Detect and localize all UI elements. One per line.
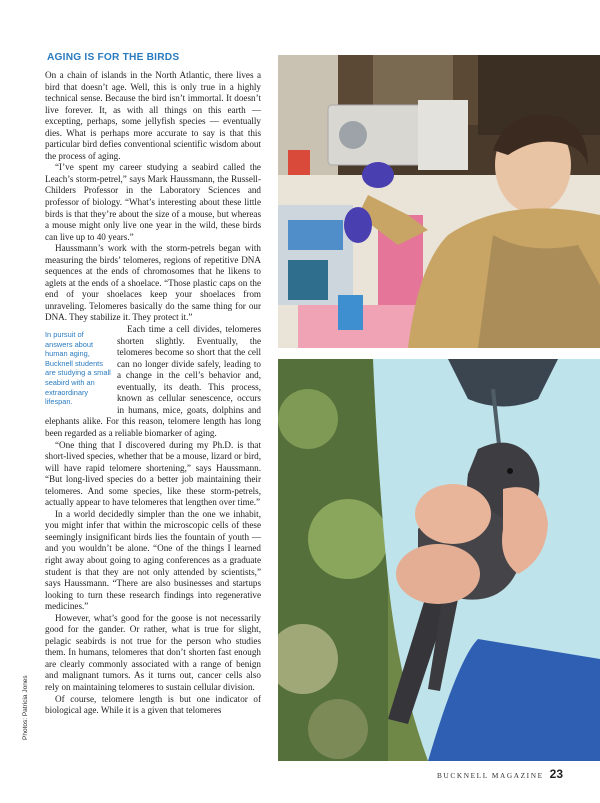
article-body	[45, 70, 261, 717]
lab-researcher-photo	[278, 55, 600, 348]
magazine-name: BUCKNELL MAGAZINE	[437, 771, 544, 780]
paragraph-4	[45, 324, 261, 439]
page-number: 23	[549, 767, 563, 781]
storm-petrel-photo	[278, 359, 600, 761]
page-footer	[437, 767, 563, 781]
article-heading: AGING IS FOR THE BIRDS	[47, 52, 180, 63]
pull-quote: In pursuit of answers about human aging, Bucknell students are studying a small seabird with an extraordinary lifespan.	[45, 330, 111, 407]
photo-credit: Photos: Patricia Jones	[22, 675, 29, 740]
paragraph-8: Of course, telomere length is but one indicator of biological age. While it is a given that telomeres	[45, 693, 261, 716]
paragraph-3: Haussmann’s work with the storm-petrels began with measuring the birds’ telomeres, regions of repetitive DNA sequences at the ends of chromosomes that he likens to aglets at the ends of a shoelace. “Those plastic caps on the end of your shoelaces keep your shoelaces from unraveling. Telomeres basically do the same thing for our DNA. They stabilize it. They protect it.”	[45, 243, 261, 323]
paragraph-1: On a chain of islands in the North Atlantic, there lives a bird that doesn’t age. Well, this is only true in a highly technical sense. Because the bird isn’t immortal. It doesn’t live forever. It, as with all things on this earth — excepting, perhaps, some jellyfish species — eventually dies. What is perhaps more accurate to say is that this particular bird defies conventional scientific wisdom about the process of aging.	[45, 70, 261, 161]
paragraph-4-text: Each time a cell divides, telomeres shorten slightly. Eventually, the telomeres become so short that the cell can no longer divide safely, leading to a change in the cell’s behavior and, eventually, its death. This process, known as cellular senescence, occurs in humans, mice, goats, dolphins and elephants alike. For this reason, telomere length has long been regarded as a reliable biomarker of aging.	[45, 324, 261, 438]
paragraph-5: “One thing that I discovered during my Ph.D. is that short-lived species, whether that be a mouse, lizard or bird, will have rapid telomere shortening,” says Haussmann. “But long-lived species do a better job maintaining their telomeres. And some species, like these storm-petrels, actually appear to have telomeres that lengthen over time.”	[45, 439, 261, 508]
paragraph-2: “I’ve spent my career studying a seabird called the Leach’s storm-petrel,” says Mark Haussmann, the Russell-Childers Professor in the Laboratory Sciences and professor of biology. “What’s interesting about these little birds is that they’re about the size of a mouse, but whereas a mouse might only live one year in the wild, these birds can live up to 40 years.”	[45, 162, 261, 242]
paragraph-7: However, what’s good for the goose is not necessarily good for the gander. Or rather, what is true for slight, pelagic seabirds is not true for the person who studies them. In humans, telomeres that don’t shorten fast enough are clearly commonly associated with a range of benign and malignant tumors. As it turns out, cancer cells also rely on maintaining telomeres to sustain cellular division.	[45, 612, 261, 692]
paragraph-6: In a world decidedly simpler than the one we inhabit, you might infer that within the microscopic cells of these seemingly insignificant birds lies the fountain of youth — and you wouldn’t be alone. “One of the things I learned right away about going to aging conferences as a graduate student is that they are not only attended by scientists,” says Haussmann. “There are also businesses and startups looking to turn these research findings into regenerative medicines.”	[45, 508, 261, 612]
